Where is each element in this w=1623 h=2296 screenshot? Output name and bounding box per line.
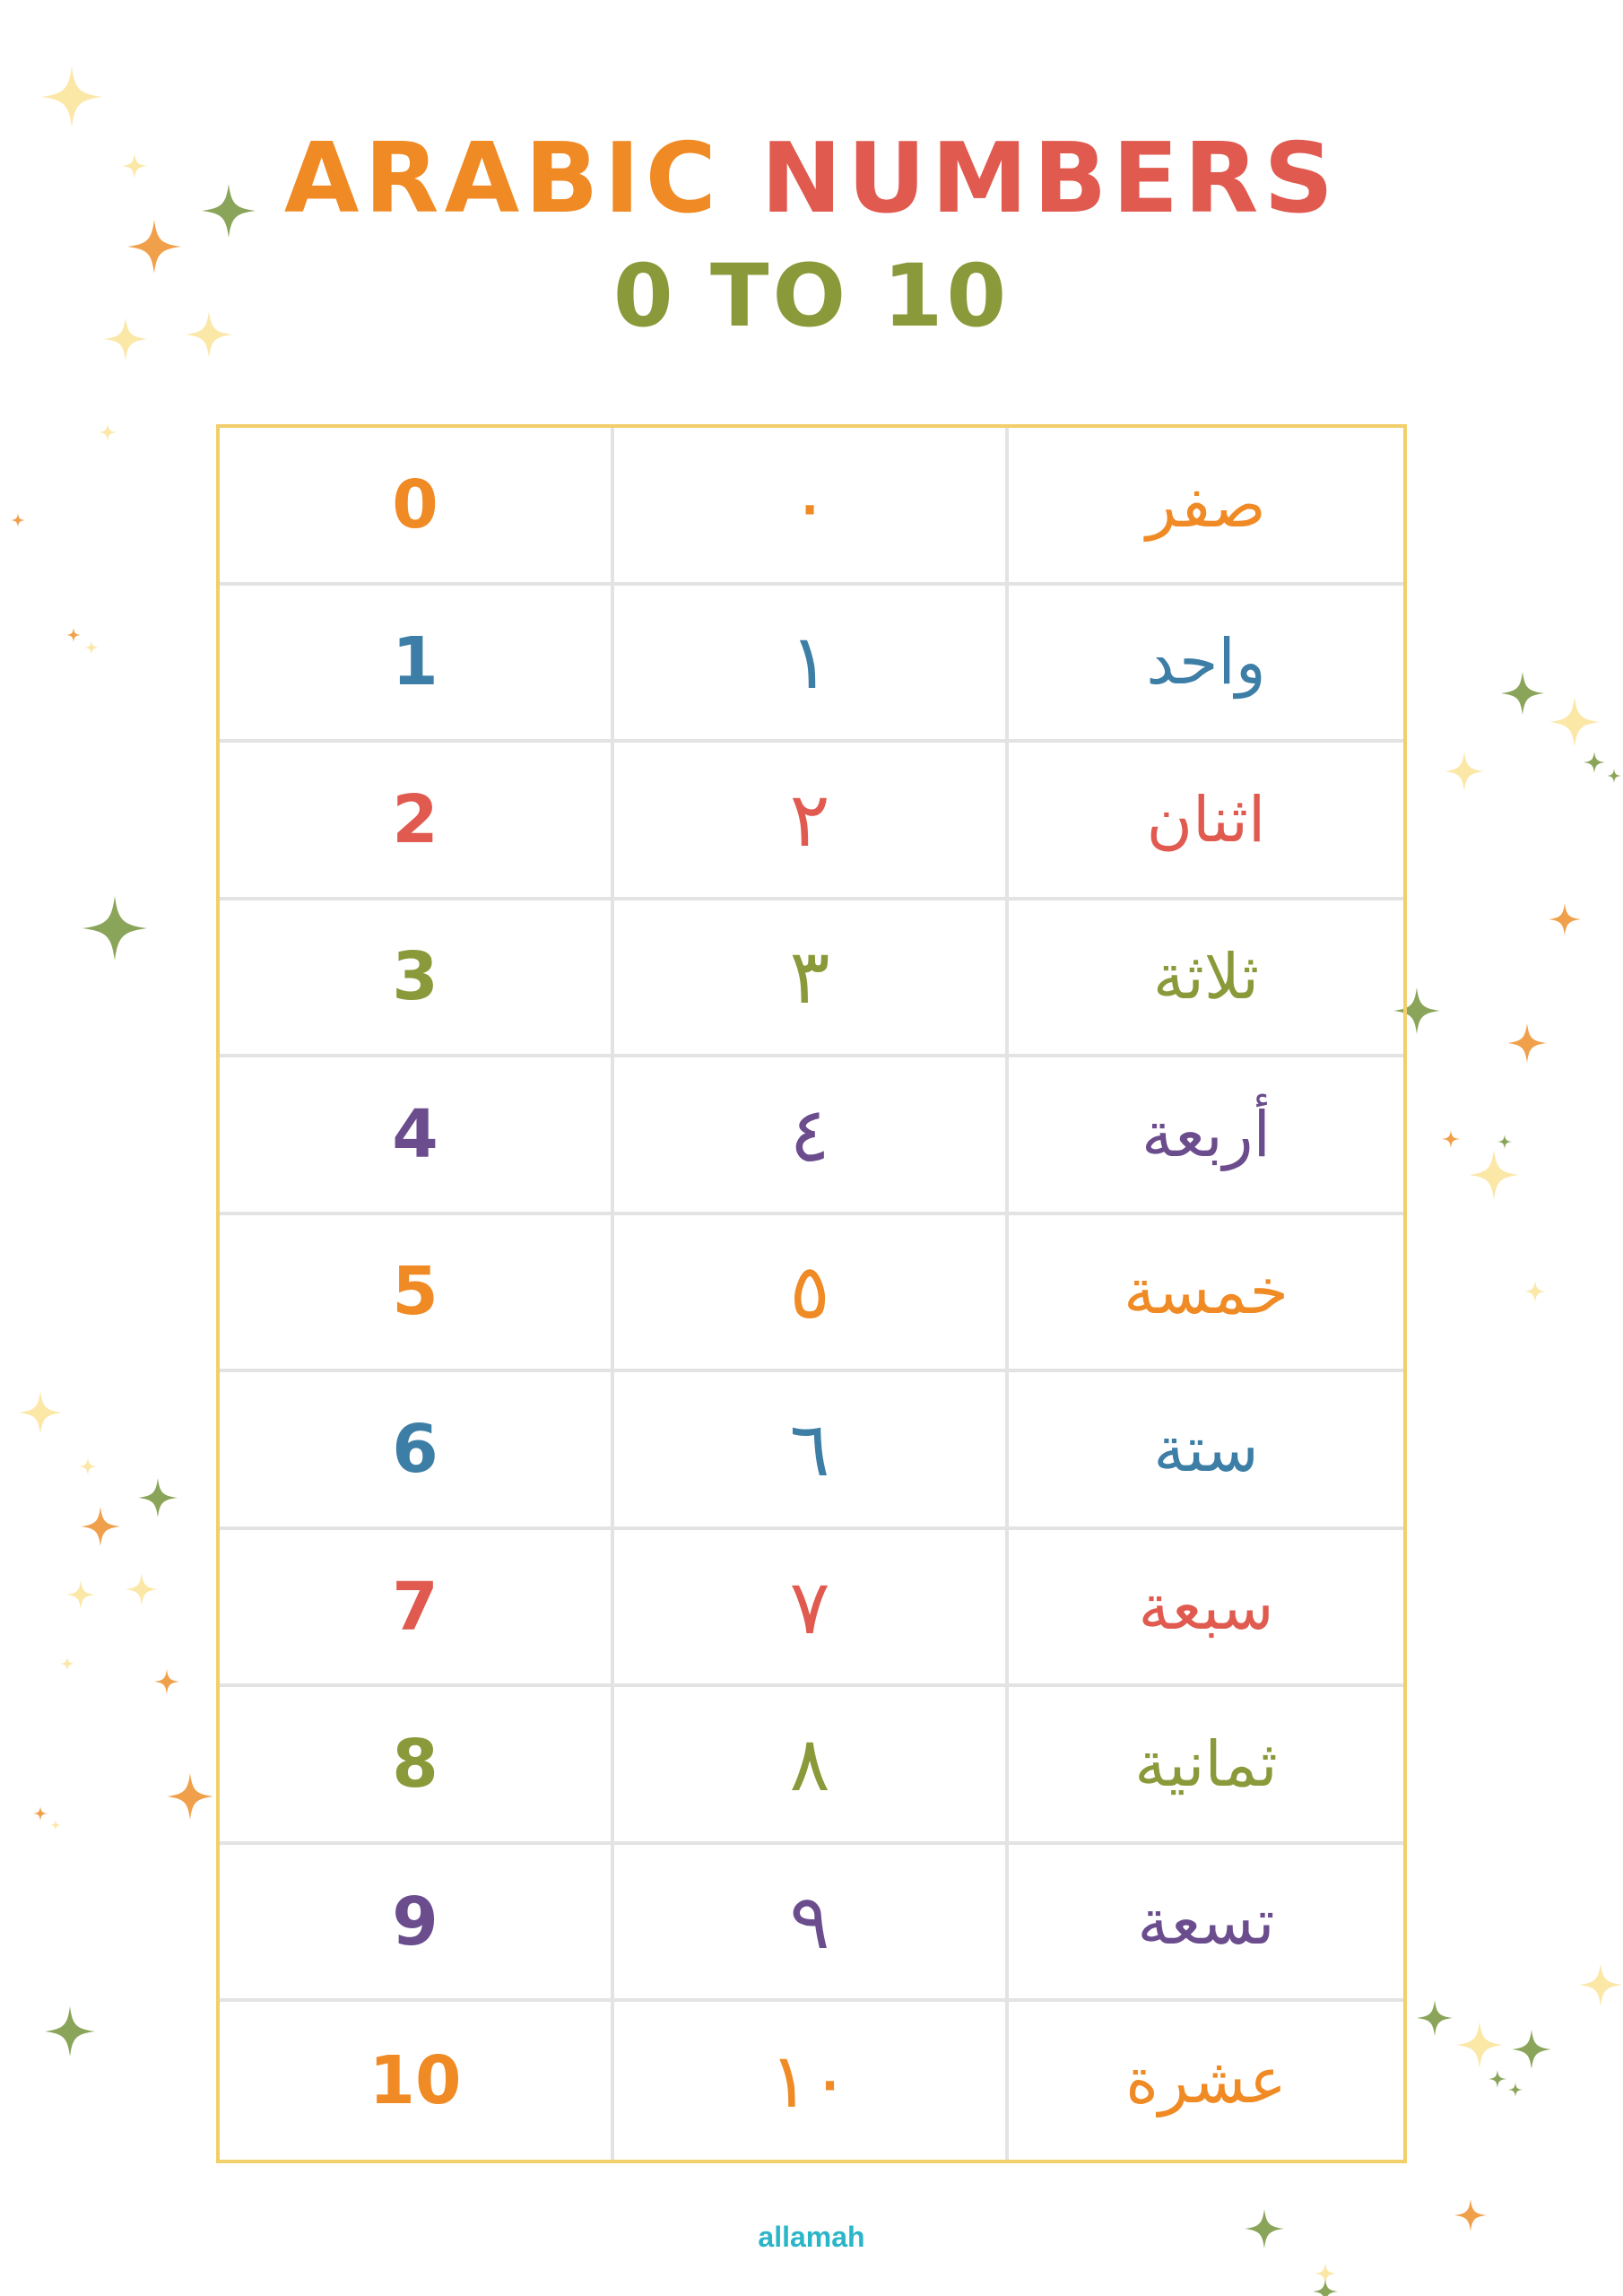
western-numeral: 4 — [392, 1095, 438, 1173]
arabic-number-word-cell — [1009, 743, 1403, 900]
western-numeral-cell — [220, 1372, 614, 1530]
arabic-number-word-cell — [1009, 1057, 1403, 1215]
arabic-numeral-cell — [614, 743, 1009, 900]
arabic-number-word: واحد — [1146, 625, 1266, 700]
page-title — [0, 123, 1623, 235]
arabic-numeral: ١ — [789, 618, 830, 707]
western-numeral-cell — [220, 1845, 614, 2003]
western-numeral-cell — [220, 586, 614, 744]
arabic-number-word-cell — [1009, 1687, 1403, 1845]
arabic-number-word-cell — [1009, 1372, 1403, 1530]
allamah-logo: allamah — [758, 2221, 865, 2253]
arabic-numeral: ٩ — [789, 1877, 830, 1966]
arabic-numeral-cell — [614, 2002, 1009, 2160]
arabic-number-word: سبعة — [1138, 1570, 1274, 1644]
arabic-numeral-cell — [614, 428, 1009, 586]
western-numeral-cell — [220, 743, 614, 900]
western-numeral-cell — [220, 1057, 614, 1215]
western-numeral: 6 — [392, 1411, 438, 1489]
numbers-table — [216, 424, 1407, 2163]
western-numeral-cell — [220, 1215, 614, 1373]
western-numeral-cell — [220, 2002, 614, 2160]
western-numeral-cell — [220, 900, 614, 1058]
western-numeral: 0 — [392, 465, 438, 544]
western-numeral: 3 — [392, 938, 438, 1016]
arabic-number-word-cell — [1009, 900, 1403, 1058]
title-word-arabic: ARABIC — [283, 123, 722, 235]
arabic-numeral: ٢ — [789, 775, 830, 864]
title-word-numbers: NUMBERS — [760, 123, 1340, 235]
arabic-number-word-cell — [1009, 2002, 1403, 2160]
arabic-number-word: ثلاثة — [1152, 940, 1260, 1014]
western-numeral: 7 — [392, 1568, 438, 1646]
arabic-number-word: ثمانية — [1134, 1727, 1278, 1802]
western-numeral: 2 — [392, 780, 438, 858]
arabic-number-word: صفر — [1146, 467, 1266, 542]
arabic-number-word-cell — [1009, 586, 1403, 744]
arabic-numeral: ٤ — [789, 1090, 830, 1178]
arabic-number-word-cell — [1009, 428, 1403, 586]
arabic-numeral-cell — [614, 1530, 1009, 1688]
arabic-numeral-cell — [614, 1372, 1009, 1530]
western-numeral-cell — [220, 1687, 614, 1845]
arabic-numeral: ٣ — [789, 933, 830, 1022]
western-numeral-cell — [220, 1530, 614, 1688]
arabic-numeral-cell — [614, 1687, 1009, 1845]
western-numeral: 1 — [392, 623, 438, 701]
arabic-numeral: ٥ — [789, 1248, 830, 1336]
western-numeral: 5 — [392, 1253, 438, 1331]
western-numeral: 10 — [369, 2042, 462, 2120]
arabic-number-word: اثنان — [1146, 782, 1266, 857]
arabic-number-word: ستة — [1153, 1413, 1259, 1487]
western-numeral: 8 — [392, 1726, 438, 1804]
arabic-number-word-cell — [1009, 1530, 1403, 1688]
arabic-numeral: ٦ — [789, 1405, 830, 1494]
arabic-numeral-cell — [614, 1057, 1009, 1215]
arabic-number-word-cell — [1009, 1215, 1403, 1373]
arabic-numeral-cell — [614, 586, 1009, 744]
arabic-number-word: خمسة — [1124, 1255, 1289, 1329]
arabic-numeral: ١٠ — [768, 2037, 851, 2126]
arabic-numeral-cell — [614, 1215, 1009, 1373]
western-numeral: 9 — [392, 1883, 438, 1961]
arabic-number-word: أربعة — [1141, 1097, 1271, 1171]
arabic-number-word: تسعة — [1137, 1884, 1275, 1959]
arabic-numeral: ٨ — [789, 1720, 830, 1809]
page-subtitle: 0 TO 10 — [612, 246, 1011, 346]
arabic-number-word: عشرة — [1125, 2044, 1287, 2118]
arabic-numeral: ٧ — [789, 1562, 830, 1651]
arabic-number-word-cell — [1009, 1845, 1403, 2003]
arabic-numeral: ٠ — [789, 460, 830, 549]
arabic-numeral-cell — [614, 1845, 1009, 2003]
western-numeral-cell — [220, 428, 614, 586]
arabic-numeral-cell — [614, 900, 1009, 1058]
